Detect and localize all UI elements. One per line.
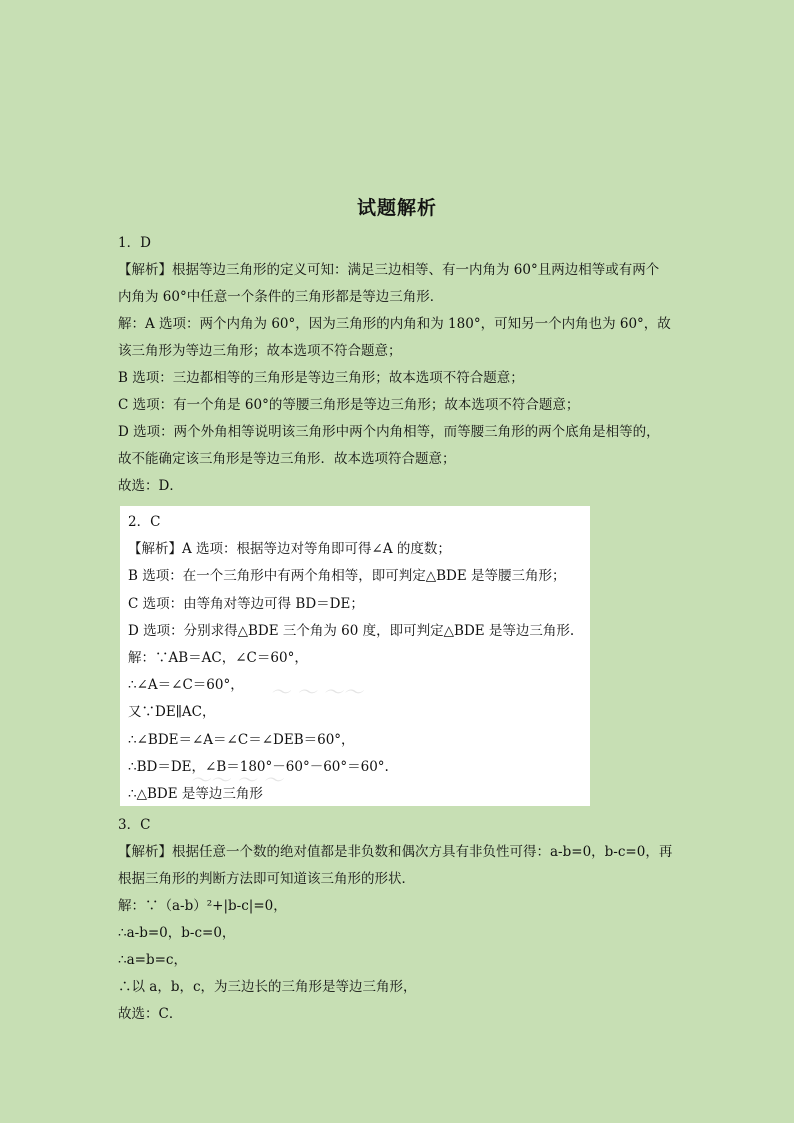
answer-3-section bbox=[118, 812, 678, 1028]
answer-line: C 选项：由等角对等边可得 BD＝DE； bbox=[128, 595, 364, 612]
answer-line: B 选项：在一个三角形中有两个角相等，即可判定△BDE 是等腰三角形； bbox=[128, 568, 566, 585]
answer-line: 1．D bbox=[118, 235, 151, 251]
answer-2-image-block bbox=[120, 506, 590, 806]
answer-line: 又∵DE∥AC， bbox=[128, 704, 216, 721]
watermark-decoration: 〜 〜 〜〜 bbox=[270, 680, 363, 704]
answer-line: 解：A 选项：两个内角为 60°，因为三角形的内角和为 180°，可知另一个内角也为 60°，故 bbox=[118, 316, 671, 332]
answer-line: D 选项：两个外角相等说明该三角形中两个内角相等，而等腰三角形的两个底角是相等的， bbox=[118, 424, 660, 440]
answer-line: B 选项：三边都相等的三角形是等边三角形；故本选项不符合题意； bbox=[118, 370, 524, 386]
answer-line: 【解析】根据等边三角形的定义可知：满足三边相等、有一内角为 60°且两边相等或有两个 bbox=[118, 262, 660, 278]
answer-line: 【解析】A 选项：根据等边对等角即可得∠A 的度数； bbox=[128, 541, 451, 558]
answer-line: 该三角形为等边三角形；故本选项不符合题意； bbox=[118, 343, 402, 359]
answer-line: ∴∠BDE＝∠A＝∠C＝∠DEB＝60°， bbox=[128, 731, 355, 748]
answer-line: ∴a-b=0，b-c=0， bbox=[118, 925, 236, 941]
answer-line: 【解析】根据任意一个数的绝对值都是非负数和偶次方具有非负性可得：a-b=0，b-c=0，再 bbox=[118, 844, 673, 860]
answer-line: ∴∠A＝∠C＝60°， bbox=[128, 677, 244, 694]
answer-line: ∴△BDE 是等边三角形 bbox=[128, 786, 263, 803]
answer-line: 故选：D． bbox=[118, 478, 183, 494]
answer-line: 解：∵AB＝AC，∠C＝60°， bbox=[128, 650, 308, 667]
answer-line: 故选：C． bbox=[118, 1006, 183, 1022]
answer-line: 根据三角形的判断方法即可知道该三角形的形状． bbox=[118, 871, 415, 887]
answer-line: 2．C bbox=[128, 514, 161, 530]
answer-line: ∴以 a，b，c，为三边长的三角形是等边三角形， bbox=[118, 979, 417, 995]
answer-line: ∴a=b=c， bbox=[118, 952, 187, 968]
answer-line: 解：∵（a-b）²+|b-c|=0， bbox=[118, 898, 287, 914]
answer-line: D 选项：分别求得△BDE 三个角为 60 度，即可判定△BDE 是等边三角形. bbox=[128, 622, 575, 639]
answer-1-section bbox=[118, 230, 678, 500]
answer-line: 内角为 60°中任意一个条件的三角形都是等边三角形． bbox=[118, 289, 444, 305]
answer-line: ∴BD＝DE，∠B＝180°－60°－60°＝60°. bbox=[128, 758, 389, 775]
page-title: 试题解析 bbox=[356, 197, 437, 219]
answer-line: 3．C bbox=[118, 817, 151, 833]
answer-line: C 选项：有一个角是 60°的等腰三角形是等边三角形；故本选项不符合题意； bbox=[118, 397, 580, 413]
watermark-decoration: 〜〜 〜 〜 bbox=[190, 768, 283, 792]
answer-line: 故不能确定该三角形是等边三角形．故本选项符合题意； bbox=[118, 451, 456, 467]
